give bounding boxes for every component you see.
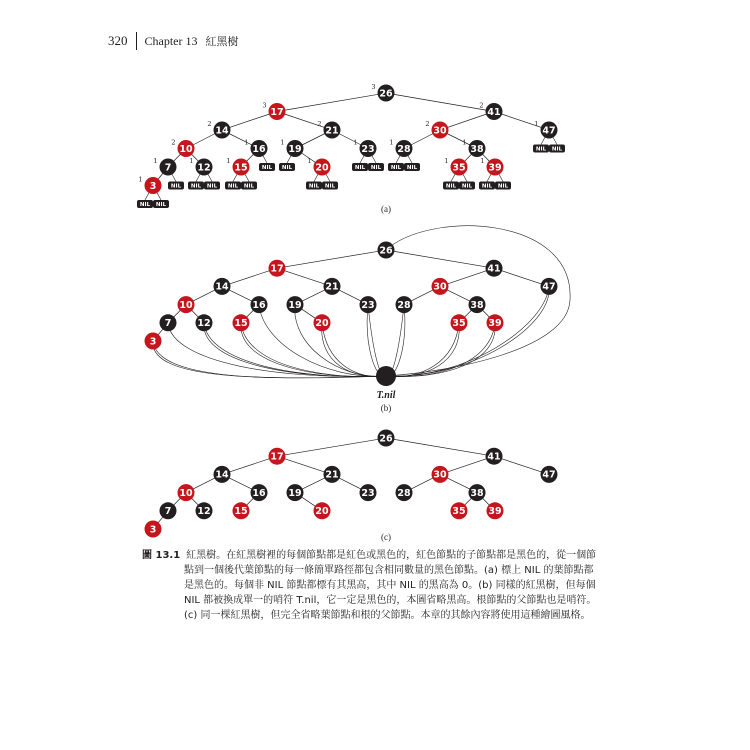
a-node-key: 7 [164, 162, 172, 174]
caption-line-5: (c) 同一棵紅黑樹，但完全省略葉節點和根的父節點。本章的其餘內容將使用這種繪圖風格。 [184, 610, 591, 621]
a-node-key: 41 [487, 106, 501, 118]
a-node-3 [138, 176, 161, 195]
b-node-7 [160, 314, 177, 331]
b-sentinel-link [204, 323, 386, 377]
b-edge-41-47 [494, 268, 549, 286]
a-black-height: 3 [371, 83, 376, 91]
b-node-15 [233, 314, 250, 331]
a-edge-41-30 [440, 112, 494, 131]
a-black-height: 2 [207, 120, 212, 128]
a-node-35 [444, 157, 467, 176]
a-nil-leaf [306, 182, 322, 190]
a-black-height: 1 [244, 138, 249, 147]
c-edge-41-30 [440, 456, 494, 474]
c-edge-26-41 [386, 438, 494, 456]
c-node-key: 28 [397, 487, 411, 499]
a-node-10 [171, 139, 194, 158]
b-node-38 [469, 296, 486, 313]
b-node-key: 14 [215, 281, 229, 293]
c-node-key: 30 [433, 469, 447, 481]
a-nil-label: NIL [497, 183, 509, 190]
c-edge-17-21 [277, 456, 332, 474]
b-node-key: 30 [433, 281, 447, 293]
b-node-key: 21 [325, 281, 339, 293]
b-sentinel-link [367, 305, 386, 377]
b-node-12 [196, 314, 213, 331]
a-nil-leaf [168, 182, 184, 190]
subfigure-label-a: (a) [381, 204, 391, 214]
c-node-7 [160, 502, 177, 519]
b-node-20 [314, 314, 331, 331]
a-nil-label: NIL [445, 183, 457, 190]
a-node-15 [226, 157, 249, 176]
a-black-height: 1 [138, 175, 143, 184]
a-nil-leaf [495, 182, 511, 190]
a-nil-label: NIL [227, 183, 239, 190]
a-node-7 [153, 157, 176, 176]
a-black-height: 1 [307, 157, 312, 165]
b-node-26 [378, 242, 395, 259]
b-node-key: 15 [234, 318, 248, 330]
a-node-key: 47 [542, 125, 556, 137]
c-node-12 [196, 502, 213, 519]
a-nil-label: NIL [324, 183, 336, 190]
b-node-14 [214, 278, 231, 295]
a-node-key: 17 [270, 106, 284, 118]
a-black-height: 2 [317, 120, 322, 128]
b-node-key: 35 [452, 318, 466, 330]
a-black-height: 1 [389, 138, 394, 147]
b-node-key: 12 [197, 318, 211, 330]
b-node-39 [487, 314, 504, 331]
a-node-key: 26 [379, 88, 393, 100]
c-node-16 [251, 484, 268, 501]
a-nil-label: NIL [243, 183, 255, 190]
a-nil-label: NIL [190, 183, 202, 190]
a-black-height: 1 [480, 157, 485, 165]
caption-line-3: 是黑色的。每個非 NIL 節點都標有其黑高，其中 NIL 的黑高為 0。(b) 同樣的紅黑樹，但每個 [184, 580, 596, 591]
b-tree [145, 226, 571, 386]
sentinel-label: T.nil [376, 390, 396, 401]
a-node-key: 35 [452, 162, 466, 174]
a-node-19 [280, 139, 303, 158]
c-node-key: 15 [234, 506, 248, 518]
c-node-key: 21 [325, 469, 339, 481]
c-node-key: 38 [470, 487, 484, 499]
c-node-key: 17 [270, 451, 284, 463]
a-node-key: 19 [288, 143, 302, 155]
a-nil-label: NIL [139, 202, 151, 208]
a-nil-label: NIL [481, 183, 493, 190]
c-node-key: 26 [379, 433, 393, 445]
a-node-key: 20 [315, 162, 329, 174]
b-sentinel-link [168, 323, 386, 377]
c-node-key: 14 [215, 469, 229, 481]
a-edge-41-47 [494, 112, 549, 131]
a-nil-leaf [204, 182, 220, 190]
a-node-17 [262, 102, 285, 121]
a-node-key: 38 [470, 143, 484, 155]
a-nil-leaf [443, 182, 459, 190]
b-edge-17-14 [222, 268, 277, 286]
c-node-17 [269, 448, 286, 465]
a-node-41 [479, 102, 502, 121]
c-node-39 [487, 502, 504, 519]
a-node-16 [244, 139, 267, 158]
c-node-23 [360, 484, 377, 501]
a-black-height: 2 [479, 101, 484, 110]
a-node-38 [462, 139, 485, 158]
a-edge-17-21 [277, 112, 332, 131]
c-node-10 [178, 484, 195, 501]
b-node-key: 23 [361, 299, 375, 311]
b-edge-41-30 [440, 268, 494, 286]
a-edge-26-41 [386, 93, 494, 112]
b-node-23 [360, 296, 377, 313]
b-node-35 [451, 314, 468, 331]
a-black-height: 2 [171, 138, 176, 147]
b-node-47 [541, 278, 558, 295]
c-node-26 [378, 430, 395, 447]
a-nil-label: NIL [551, 146, 563, 153]
c-node-30 [432, 466, 449, 483]
a-nil-leaf [241, 182, 257, 190]
b-edge-26-17 [277, 250, 386, 268]
a-nil-label: NIL [406, 165, 418, 171]
b-node-17 [269, 260, 286, 277]
chapter-title: 紅黑樹 [205, 35, 239, 48]
a-black-height: 1 [280, 138, 285, 147]
c-node-key: 19 [288, 487, 302, 499]
a-nil-label: NIL [354, 165, 366, 171]
a-node-47 [534, 120, 557, 139]
subfigure-label-c: (c) [381, 532, 391, 542]
b-node-30 [432, 278, 449, 295]
caption-label: 圖 13.1 [142, 550, 181, 561]
b-edge-17-21 [277, 268, 332, 286]
a-nil-leaf [533, 145, 549, 153]
b-node-28 [396, 296, 413, 313]
b-node-key: 19 [288, 299, 302, 311]
caption-line-4: NIL 都被換成單一的哨符 T.nil，它一定是黑色的，本圖省略黑高。根節點的父節點也是哨符。 [184, 595, 597, 606]
b-node-key: 41 [487, 263, 501, 275]
a-node-12 [189, 157, 212, 176]
a-black-height: 3 [262, 101, 267, 110]
b-node-key: 10 [179, 299, 193, 311]
c-node-19 [287, 484, 304, 501]
a-nil-leaf [225, 182, 241, 190]
b-edge-26-41 [386, 250, 494, 268]
a-nil-leaf [549, 145, 565, 153]
a-node-key: 16 [252, 143, 266, 155]
a-nil-leaf [279, 163, 295, 171]
a-nil-leaf [368, 163, 384, 171]
c-node-14 [214, 466, 231, 483]
a-node-23 [353, 139, 376, 158]
a-node-26 [371, 83, 394, 102]
a-nil-label: NIL [170, 183, 182, 190]
b-node-key: 47 [542, 281, 556, 293]
b-sentinel-link [386, 305, 404, 377]
b-node-19 [287, 296, 304, 313]
c-edge-17-14 [222, 456, 277, 474]
subfigure-label-b: (b) [380, 403, 392, 413]
chapter-label: Chapter 13 [144, 33, 198, 48]
c-node-47 [541, 466, 558, 483]
a-nil-label: NIL [261, 165, 273, 171]
b-node-10 [178, 296, 195, 313]
b-node-key: 26 [379, 245, 393, 257]
b-node-key: 20 [315, 318, 329, 330]
c-node-key: 12 [197, 506, 211, 518]
c-node-key: 23 [361, 487, 375, 499]
c-node-key: 35 [452, 506, 466, 518]
c-node-key: 41 [487, 451, 501, 463]
a-nil-leaf [188, 182, 204, 190]
a-node-key: 12 [197, 162, 211, 174]
a-nil-label: NIL [155, 202, 167, 208]
c-node-key: 7 [164, 506, 172, 518]
b-sentinel-link [386, 305, 405, 377]
a-nil-leaf [259, 163, 275, 171]
a-nil-leaf [404, 163, 420, 171]
a-nil-label: NIL [281, 165, 293, 171]
c-edge-41-47 [494, 456, 549, 474]
c-node-41 [486, 448, 503, 465]
c-node-35 [451, 502, 468, 519]
a-black-height: 1 [444, 157, 449, 165]
caption-line-1: 圖 13.1 紅黑樹。在紅黑樹裡的每個節點都是紅色或黑色的，紅色節點的子節點都是黑色的，從一個節 [142, 550, 597, 561]
a-nil-label: NIL [206, 183, 218, 190]
b-node-key: 3 [149, 336, 157, 348]
c-edge-26-17 [277, 438, 386, 456]
c-node-key: 10 [179, 487, 193, 499]
page-number: 320 [108, 33, 128, 48]
b-node-3 [145, 333, 162, 350]
a-node-key: 39 [488, 162, 502, 174]
a-node-key: 23 [361, 143, 375, 155]
a-node-key: 3 [149, 180, 157, 192]
c-node-key: 16 [252, 487, 266, 499]
c-node-key: 47 [542, 469, 556, 481]
b-node-key: 39 [488, 318, 502, 330]
a-node-20 [307, 157, 330, 176]
a-nil-label: NIL [308, 183, 320, 190]
b-sentinel-link [322, 323, 386, 377]
a-node-39 [480, 157, 503, 176]
b-sentinel-link [322, 323, 386, 377]
b-node-key: 17 [270, 263, 284, 275]
a-black-height: 2 [425, 120, 430, 128]
caption-line-2: 點到一個後代葉節點的每一條簡單路徑都包含相同數量的黑色節點。(a) 標上 NIL 的葉節點都 [184, 565, 594, 576]
figure-caption [142, 548, 612, 623]
c-node-15 [233, 502, 250, 519]
b-node-41 [486, 260, 503, 277]
b-node-key: 28 [397, 299, 411, 311]
b-sentinel-link [204, 323, 386, 377]
c-tree [145, 430, 558, 538]
a-black-height: 1 [226, 157, 231, 165]
a-node-key: 15 [234, 162, 248, 174]
c-node-key: 39 [488, 506, 502, 518]
a-nil-label: NIL [370, 165, 382, 171]
c-node-key: 20 [315, 506, 329, 518]
b-node-key: 16 [252, 299, 266, 311]
a-black-height: 1 [153, 157, 158, 165]
a-nil-leaf [153, 200, 169, 208]
b-sentinel-link [241, 323, 386, 377]
b-node-16 [251, 296, 268, 313]
a-nil-label: NIL [535, 146, 547, 153]
a-black-height: 1 [353, 138, 358, 147]
a-nil-leaf [388, 163, 404, 171]
a-node-28 [389, 139, 412, 158]
c-node-28 [396, 484, 413, 501]
a-node-key: 14 [215, 125, 229, 137]
b-node-key: 7 [164, 318, 172, 330]
a-node-key: 30 [433, 125, 447, 137]
a-black-height: 1 [462, 138, 467, 147]
a-node-key: 10 [179, 143, 193, 155]
a-nil-label: NIL [461, 183, 473, 190]
a-nil-leaf [479, 182, 495, 190]
a-edge-26-17 [277, 93, 386, 112]
c-node-38 [469, 484, 486, 501]
a-nil-leaf [322, 182, 338, 190]
c-node-21 [324, 466, 341, 483]
b-sentinel-node [376, 366, 396, 386]
a-nil-leaf [459, 182, 475, 190]
a-tree [137, 83, 565, 208]
b-sentinel-link [368, 305, 386, 377]
c-node-20 [314, 502, 331, 519]
a-nil-leaf [137, 200, 153, 208]
a-edge-17-14 [222, 112, 277, 131]
b-node-21 [324, 278, 341, 295]
a-black-height: 1 [189, 157, 194, 165]
c-node-3 [145, 521, 162, 538]
a-black-height: 1 [534, 120, 539, 128]
a-node-key: 21 [325, 125, 339, 137]
a-node-key: 28 [397, 143, 411, 155]
a-nil-label: NIL [390, 165, 402, 171]
b-node-key: 38 [470, 299, 484, 311]
b-sentinel-link [295, 305, 386, 377]
c-node-key: 3 [149, 524, 157, 536]
a-nil-leaf [352, 163, 368, 171]
